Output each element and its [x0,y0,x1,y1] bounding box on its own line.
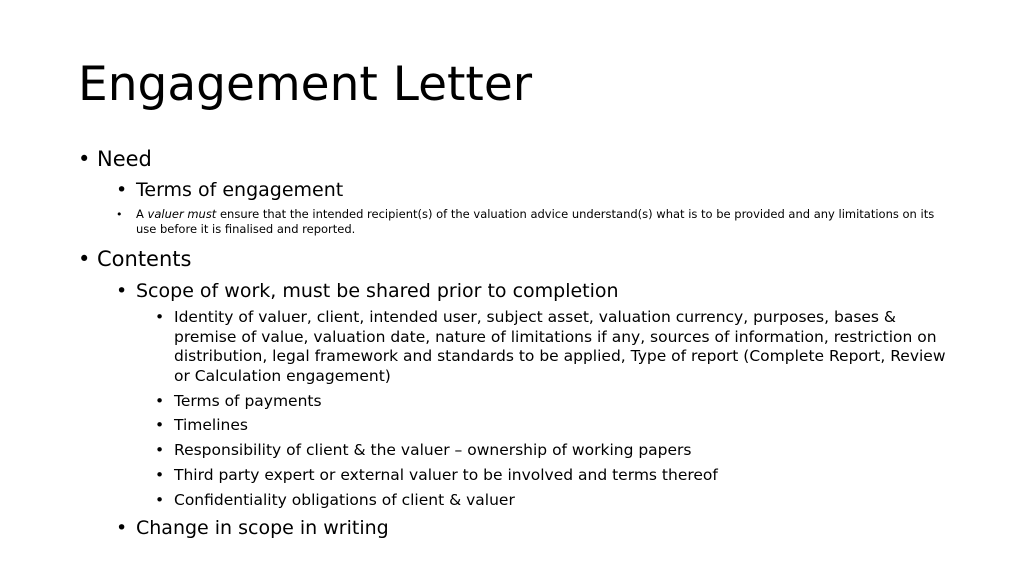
bullet-change-label: Change in scope in writing [136,517,389,539]
bullet-dot: • [116,208,123,221]
bullet-dot: • [116,280,128,302]
bullet-scope-label: Scope of work, must be shared prior to completion [136,280,619,302]
bullet-dot: • [116,179,128,201]
list-item-third-party [155,466,955,486]
bullet-dot: • [116,517,128,539]
bullet-change-in-scope [116,516,389,540]
bullet-need-label: Need [97,147,152,171]
bullet-terms-of-engagement [116,178,343,202]
bullet-dot: • [155,491,165,509]
bullet-dot: • [155,441,165,459]
bullet-need [78,146,152,172]
list-item-text: Timelines [174,416,248,434]
list-item-identity [155,308,955,386]
list-item-timelines [155,416,955,436]
note-prefix: A [136,207,148,221]
list-item-payments [155,392,955,412]
list-item-text: Confidentiality obligations of client & valuer [174,491,515,509]
bullet-dot: • [155,416,165,434]
bullet-terms-label: Terms of engagement [136,179,344,201]
bullet-dot: • [78,147,91,171]
list-item-responsibility [155,441,955,461]
list-item-text: Third party expert or external valuer to be involved and terms thereof [174,466,718,484]
bullet-dot: • [155,392,165,410]
slide-title: Engagement Letter [78,57,533,112]
bullet-dot: • [155,466,165,484]
note-rest: ensure that the intended recipient(s) of the valuation advice understand(s) what is to be provided and any limitations on its use before it is finalised and reported. [136,207,935,236]
list-item-text: Terms of payments [174,392,322,410]
list-item-confidentiality [155,491,955,511]
bullet-dot: • [78,247,91,271]
bullet-scope-of-work [116,279,619,303]
bullet-dot: • [155,308,165,326]
bullet-contents-label: Contents [97,247,192,271]
list-item-text: Responsibility of client & the valuer – ownership of working papers [174,441,692,459]
bullet-valuer-note [116,207,946,236]
note-emphasis: valuer must [147,207,217,221]
list-item-text: Identity of valuer, client, intended user, subject asset, valuation currency, purposes, bases & premise of value, valuation date, nature of limitations if any, sources of information, restriction on distribution, legal framework and standards to be applied, Type of report (Complete Report, Review or Calculation engagement) [174,308,946,385]
valuer-note-text [136,207,946,236]
bullet-contents [78,246,191,272]
